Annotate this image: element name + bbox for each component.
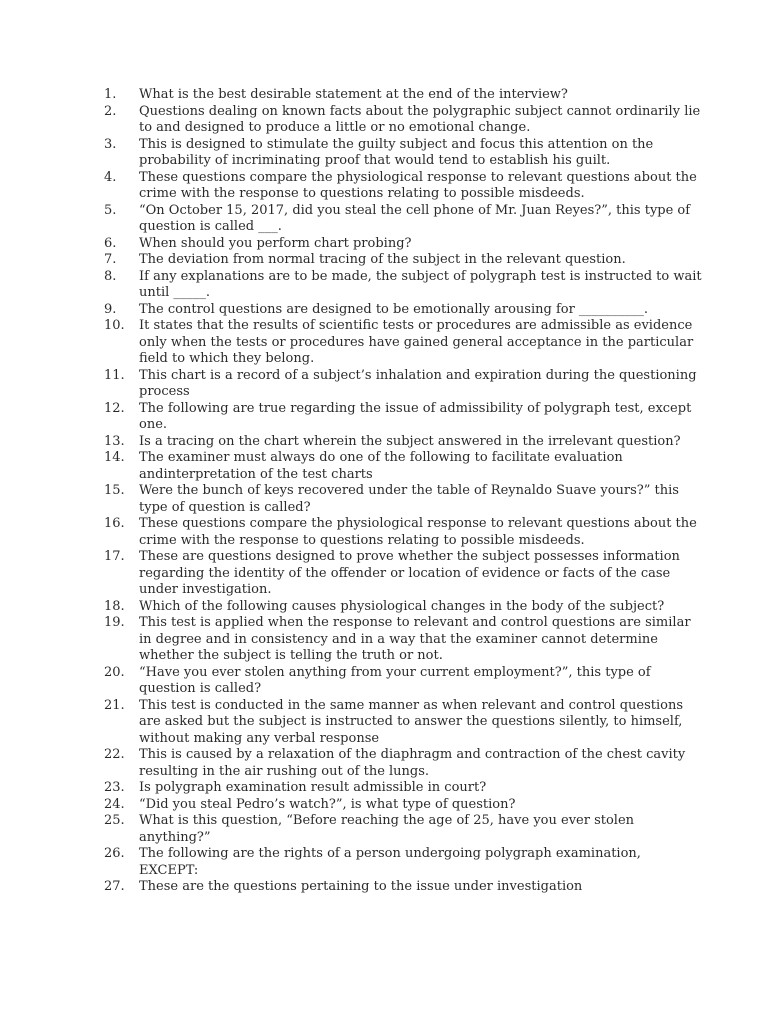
question-item <box>104 599 704 616</box>
question-text: These are questions designed to prove whether the subject possesses information regarding the identity of the offender or location of evidence or facts of the case under investigation. <box>139 549 680 597</box>
question-number: 4. <box>104 169 117 185</box>
question-item <box>104 665 704 698</box>
question-item <box>104 549 704 599</box>
question-number: 10. <box>104 318 125 333</box>
question-number: 26. <box>104 846 125 861</box>
question-text: When should you perform chart probing? <box>139 235 412 251</box>
question-text: Were the bunch of keys recovered under the table of Reynaldo Suave yours?” this type of question is called? <box>139 483 679 515</box>
question-item <box>104 483 704 516</box>
question-item <box>104 137 704 170</box>
question-text: “Have you ever stolen anything from your current employment?”, this type of question is called? <box>139 664 651 696</box>
question-number: 17. <box>104 549 125 564</box>
question-text: This test is applied when the response to relevant and control questions are similar in degree and in consistency and in a way that the examiner cannot determine whether the subject is telling the truth or not. <box>139 615 691 663</box>
question-number: 18. <box>104 598 125 614</box>
question-text: Is polygraph examination result admissible in court? <box>139 780 487 795</box>
question-text: If any explanations are to be made, the subject of polygraph test is instructed to wait until _____. <box>139 268 702 300</box>
question-text: These questions compare the physiological response to relevant questions about the crime with the response to questions relating to possible misdeeds. <box>139 169 697 201</box>
question-item <box>104 797 704 814</box>
question-number: 12. <box>104 400 125 416</box>
question-number: 19. <box>104 615 125 630</box>
question-item <box>104 434 704 451</box>
question-number: 5. <box>104 202 117 218</box>
question-item <box>104 170 704 203</box>
question-number: 8. <box>104 268 117 284</box>
question-text: The following are the rights of a person undergoing polygraph examination, EXCEPT: <box>139 846 641 878</box>
question-text: The control questions are designed to be emotionally arousing for __________. <box>139 301 649 317</box>
question-number: 20. <box>104 664 125 680</box>
question-text: What is the best desirable statement at the end of the interview? <box>139 87 568 102</box>
question-item <box>104 813 704 846</box>
question-number: 3. <box>104 136 117 152</box>
question-text: The examiner must always do one of the following to facilitate evaluation andinterpretation of the test charts <box>139 450 623 482</box>
question-item <box>104 302 704 319</box>
question-text: It states that the results of scientific tests or procedures are admissible as evidence only when the tests or procedures have gained general acceptance in the particular field to which they belong. <box>139 318 694 366</box>
question-text: Questions dealing on known facts about the polygraphic subject cannot ordinarily lie to and designed to produce a little or no emotional change. <box>139 103 701 135</box>
question-item <box>104 615 704 665</box>
question-item <box>104 747 704 780</box>
question-number: 22. <box>104 747 125 762</box>
question-item <box>104 846 704 879</box>
question-text: These questions compare the physiological response to relevant questions about the crime with the response to questions relating to possible misdeeds. <box>139 516 697 548</box>
question-number: 25. <box>104 813 125 828</box>
question-text: These are the questions pertaining to the issue under investigation <box>139 879 583 894</box>
question-text: The following are true regarding the issue of admissibility of polygraph test, except one. <box>139 400 692 432</box>
question-number: 23. <box>104 780 125 795</box>
question-text: Which of the following causes physiological changes in the body of the subject? <box>139 598 665 614</box>
question-list <box>104 87 704 896</box>
question-number: 16. <box>104 516 125 531</box>
question-item <box>104 879 704 896</box>
question-text: What is this question, “Before reaching the age of 25, have you ever stolen anything?” <box>139 813 635 845</box>
question-item <box>104 269 704 302</box>
question-item <box>104 698 704 748</box>
question-text: This chart is a record of a subject’s inhalation and expiration during the questioning process <box>139 367 697 399</box>
question-item <box>104 236 704 253</box>
question-item <box>104 368 704 401</box>
question-number: 14. <box>104 450 125 465</box>
question-text: This test is conducted in the same manner as when relevant and control questions are asked but the subject is instructed to answer the questions silently, to himself, without making any verbal response <box>139 697 684 746</box>
question-number: 13. <box>104 433 125 449</box>
question-item <box>104 252 704 269</box>
question-number: 11. <box>104 367 125 383</box>
question-item <box>104 87 704 104</box>
question-text: “Did you steal Pedro’s watch?”, is what type of question? <box>139 796 516 812</box>
question-text: The deviation from normal tracing of the subject in the relevant question. <box>139 252 626 267</box>
question-item <box>104 318 704 368</box>
question-number: 6. <box>104 235 117 251</box>
question-number: 9. <box>104 301 117 317</box>
question-text: Is a tracing on the chart wherein the subject answered in the irrelevant question? <box>139 433 681 449</box>
question-item <box>104 401 704 434</box>
question-item <box>104 104 704 137</box>
question-text: “On October 15, 2017, did you steal the cell phone of Mr. Juan Reyes?”, this type of question is called ___. <box>139 202 691 234</box>
question-item <box>104 516 704 549</box>
question-number: 27. <box>104 879 125 894</box>
question-text: This is designed to stimulate the guilty subject and focus this attention on the probability of incriminating proof that would tend to establish his guilt. <box>139 136 654 168</box>
question-number: 21. <box>104 697 125 713</box>
question-item <box>104 203 704 236</box>
question-item <box>104 780 704 797</box>
question-number: 1. <box>104 87 117 102</box>
question-number: 2. <box>104 103 117 119</box>
question-number: 15. <box>104 483 125 498</box>
question-number: 24. <box>104 796 125 812</box>
question-text: This is caused by a relaxation of the diaphragm and contraction of the chest cavity resulting in the air rushing out of the lungs. <box>139 747 686 779</box>
question-item <box>104 450 704 483</box>
question-number: 7. <box>104 252 117 267</box>
